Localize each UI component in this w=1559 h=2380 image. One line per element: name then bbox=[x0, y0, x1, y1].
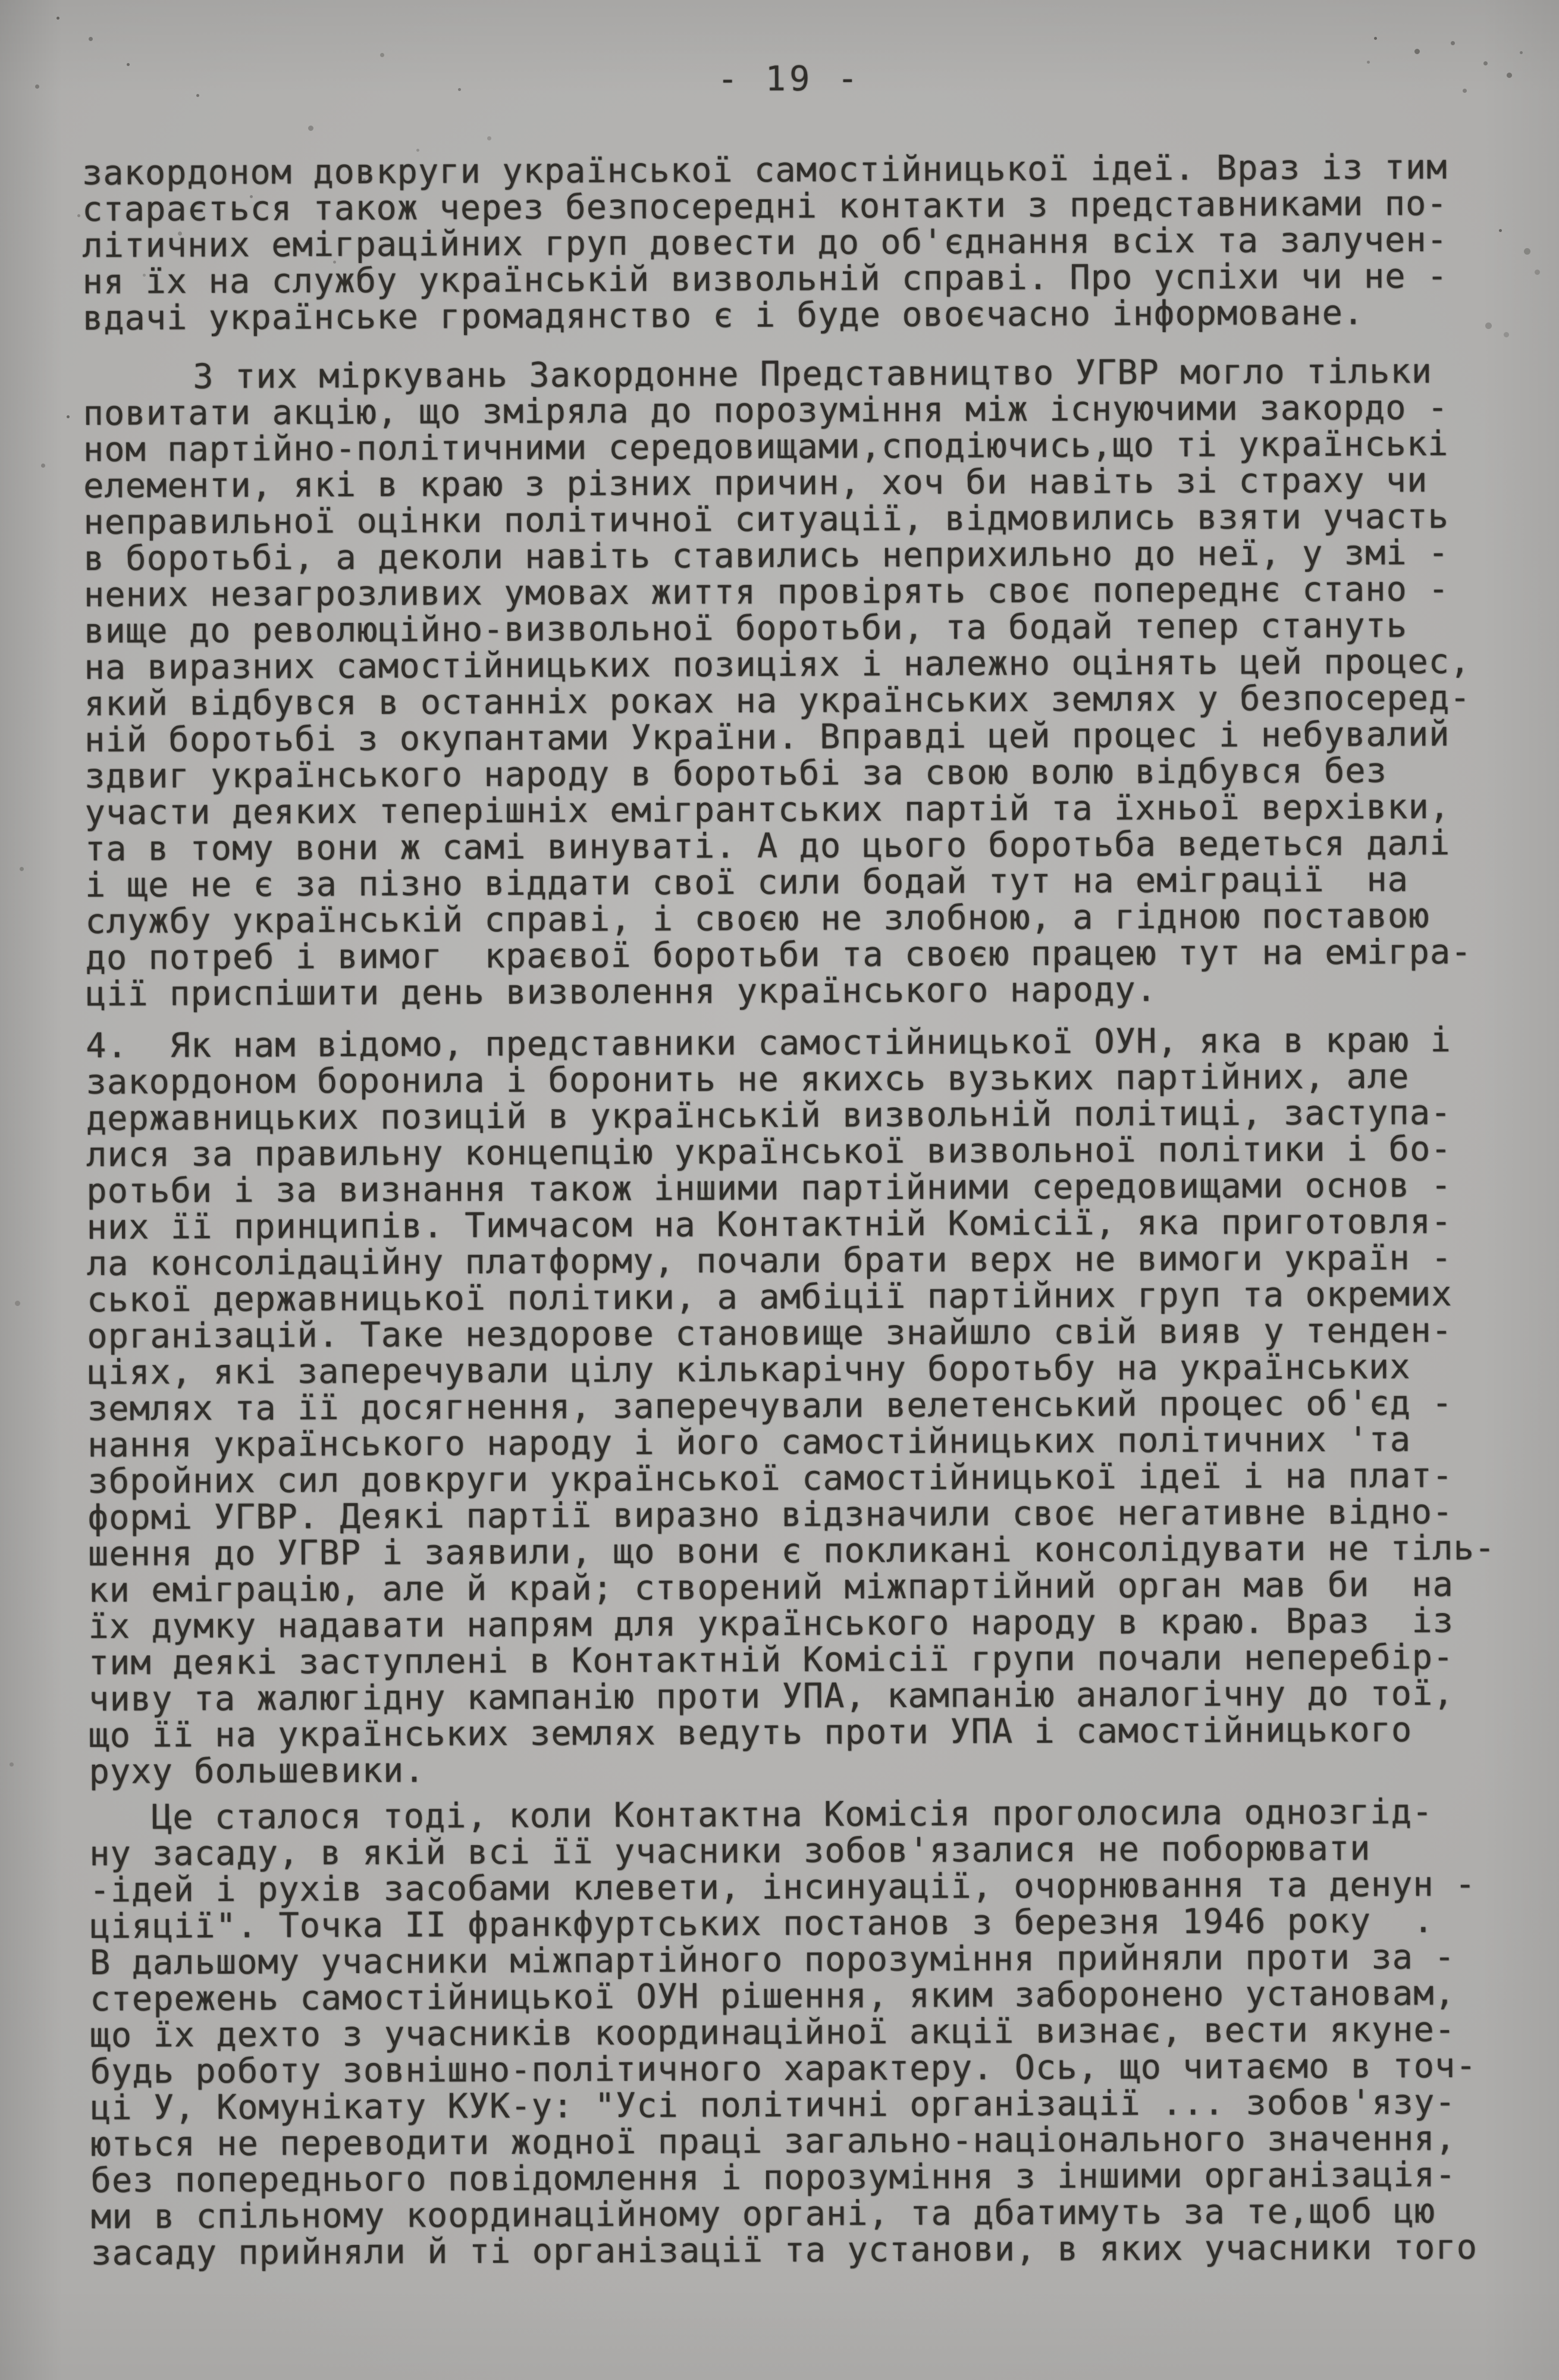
text-line: ціях, які заперечували цілу кількарічну боротьбу на українських bbox=[87, 1347, 1411, 1392]
text-line: службу українській справі, і своєю не злобною, а гідною поставою bbox=[85, 896, 1430, 941]
text-line: нання українського народу і його самостійницьких політичних 'та bbox=[87, 1420, 1411, 1465]
text-line: неправильної оцінки політичної ситуації, відмовились взяти участь bbox=[83, 496, 1450, 542]
text-line: ціяції". Точка II франкфуртських постанов з березня 1946 року . bbox=[89, 1901, 1435, 1946]
text-line: закордоном боронила і боронить не якихсь вузьких партійних, але bbox=[86, 1057, 1410, 1102]
text-line: ня їх на службу українській визвольній справі. Про успіхи чи не - bbox=[82, 256, 1448, 302]
text-line: нених незагрозливих умовах життя провірять своє попереднє стано - bbox=[83, 569, 1450, 615]
text-line: без попереднього повідомлення і порозуміння з іншими організація- bbox=[90, 2154, 1457, 2200]
text-line: ній боротьбі з окупантами України. Вправді цей процес і небувалий bbox=[84, 714, 1450, 760]
text-line: В дальшому учасники міжпартійного порозуміння прийняли проти за - bbox=[89, 1937, 1456, 1983]
text-line: Це сталося тоді, коли Контактна Комісія проголосила однозгід- bbox=[151, 1792, 1433, 1837]
paragraph bbox=[83, 353, 1513, 1013]
text-line: них її принципів. Тимчасом на Контактній Комісії, яка приготовля- bbox=[86, 1201, 1453, 1247]
text-line: землях та її досягнення, заперечували велетенський процес об'єд - bbox=[87, 1383, 1453, 1429]
text-line: здвиг українського народу в боротьбі за свою волю відбувся без bbox=[84, 751, 1388, 796]
text-line: ються не переводити жодної праці загально-національного значення, bbox=[90, 2118, 1456, 2164]
page-number: - 19 - bbox=[717, 59, 862, 99]
text-line: чиву та жалюгідну кампанію проти УПА, кампанію аналогічну до тої, bbox=[88, 1673, 1454, 1719]
text-line: лися за правильну концепцію української визвольної політики і бо- bbox=[86, 1129, 1452, 1175]
paragraph bbox=[89, 1794, 1519, 2272]
text-line: збройних сил довкруги української самостійницької ідеї і на плат- bbox=[87, 1455, 1454, 1501]
text-line: що їх дехто з учасників координаційної акції визнає, вести якуне- bbox=[90, 2009, 1456, 2055]
text-line: ці У, Комунікату КУК-у: "Усі політичні організації ... зобов'язу- bbox=[90, 2082, 1456, 2128]
text-line: ки еміграцію, але й край; створений міжпартійний орган мав би на bbox=[88, 1564, 1454, 1610]
page-content bbox=[81, 58, 1519, 2272]
text-line: ну засаду, в якій всі її учасники зобов'язалися не поборювати bbox=[89, 1828, 1371, 1874]
text-line: ської державницької політики, а амбіції партійних груп та окремих bbox=[86, 1274, 1453, 1320]
text-line: організацій. Таке нездорове становище знайшло свій вияв у тенден- bbox=[87, 1310, 1453, 1356]
text-line: ла консолідаційну платформу, почали брати верх не вимоги україн - bbox=[86, 1238, 1453, 1283]
ink-specks-top-right bbox=[1374, 37, 1377, 40]
text-line: 4. Як нам відомо, представники самостійницької ОУН, яка в краю і bbox=[86, 1020, 1451, 1066]
text-line: вдачі українське громадянство є і буде овоєчасно інформоване. bbox=[82, 293, 1364, 338]
text-line: шення до УГВР і заявили, що вони є покликані консолідувати не тіль- bbox=[87, 1528, 1496, 1574]
text-line: державницьких позицій в українській визвольній політиці, заступа- bbox=[86, 1092, 1452, 1138]
text-line: і ще не є за пізно віддати свої сили бодай тут на еміграції на bbox=[84, 860, 1409, 905]
ink-specks-left-margin bbox=[67, 415, 70, 418]
ink-specks-top-left bbox=[57, 17, 59, 20]
text-line: руху большевики. bbox=[89, 1750, 425, 1792]
text-line: -ідей і рухів засобами клевети, інсинуації, очорнювання та денун - bbox=[89, 1864, 1476, 1910]
text-line: що її на українських землях ведуть проти УПА і самостійницького bbox=[89, 1710, 1413, 1755]
text-line: елементи, які в краю з різних причин, хоч би навіть зі страху чи bbox=[83, 461, 1428, 506]
text-line: стережень самостійницької ОУН рішення, яким заборонено установам, bbox=[90, 1973, 1456, 2019]
text-line: старається також через безпосередні контакти з представниками по- bbox=[81, 183, 1448, 229]
text-line: до потреб і вимог краєвої боротьби та своєю працею тут на емігра- bbox=[85, 932, 1472, 978]
text-line: тим деякі заступлені в Контактній Комісії групи почали неперебір- bbox=[88, 1637, 1454, 1683]
text-line: формі УГВР. Деякі партії виразно відзначили своє негативне відно- bbox=[87, 1492, 1454, 1537]
text-line: та в тому вони ж самі винуваті. А до цього боротьба ведеться далі bbox=[84, 823, 1451, 869]
text-line: повитати акцію, що зміряла до порозуміння між існуючими закордо - bbox=[83, 387, 1449, 433]
paragraph bbox=[86, 1022, 1517, 1790]
text-line: ном партійно-політичними середовищами,сподіючись,що ті українські bbox=[83, 424, 1449, 469]
text-line: їх думку надавати напрям для українського народу в краю. Враз із bbox=[88, 1601, 1454, 1646]
paragraph bbox=[82, 149, 1510, 337]
text-line: ми в спільному координаційному органі, та дбатимуть за те,щоб цю bbox=[90, 2191, 1436, 2237]
text-line: закордоном довкруги української самостійницької ідеї. Враз із тим bbox=[81, 147, 1448, 193]
text-line: який відбувся в останніх роках на українських землях у безпосеред- bbox=[84, 678, 1471, 724]
text-line: засаду прийняли й ті організації та установи, в яких учасники того bbox=[90, 2227, 1478, 2273]
text-line: З тих міркувань Закордонне Представництво УГВР могло тільки bbox=[193, 352, 1433, 397]
text-line: ції приспішити день визволення українського народу. bbox=[85, 970, 1158, 1014]
text-line: вище до революційно-визвольної боротьби, та бодай тепер стануть bbox=[84, 606, 1408, 651]
text-line: на виразних самостійницьких позиціях і належно оцінять цей процес, bbox=[84, 641, 1471, 687]
text-line: в боротьбі, а деколи навіть ставились неприхильно до неї, у змі - bbox=[83, 533, 1450, 578]
text-line: участи деяких теперішніх емігрантських партій та їхньої верхівки, bbox=[84, 787, 1451, 832]
document-text bbox=[82, 149, 1519, 2272]
text-line: будь роботу зовнішно-політичного характеру. Ось, що читаємо в точ- bbox=[90, 2046, 1477, 2091]
text-line: літичних еміграційних груп довести до об'єднання всіх та залучен- bbox=[82, 220, 1448, 265]
text-line: ротьби і за визнання також іншими партійними середовищами основ - bbox=[86, 1165, 1452, 1211]
